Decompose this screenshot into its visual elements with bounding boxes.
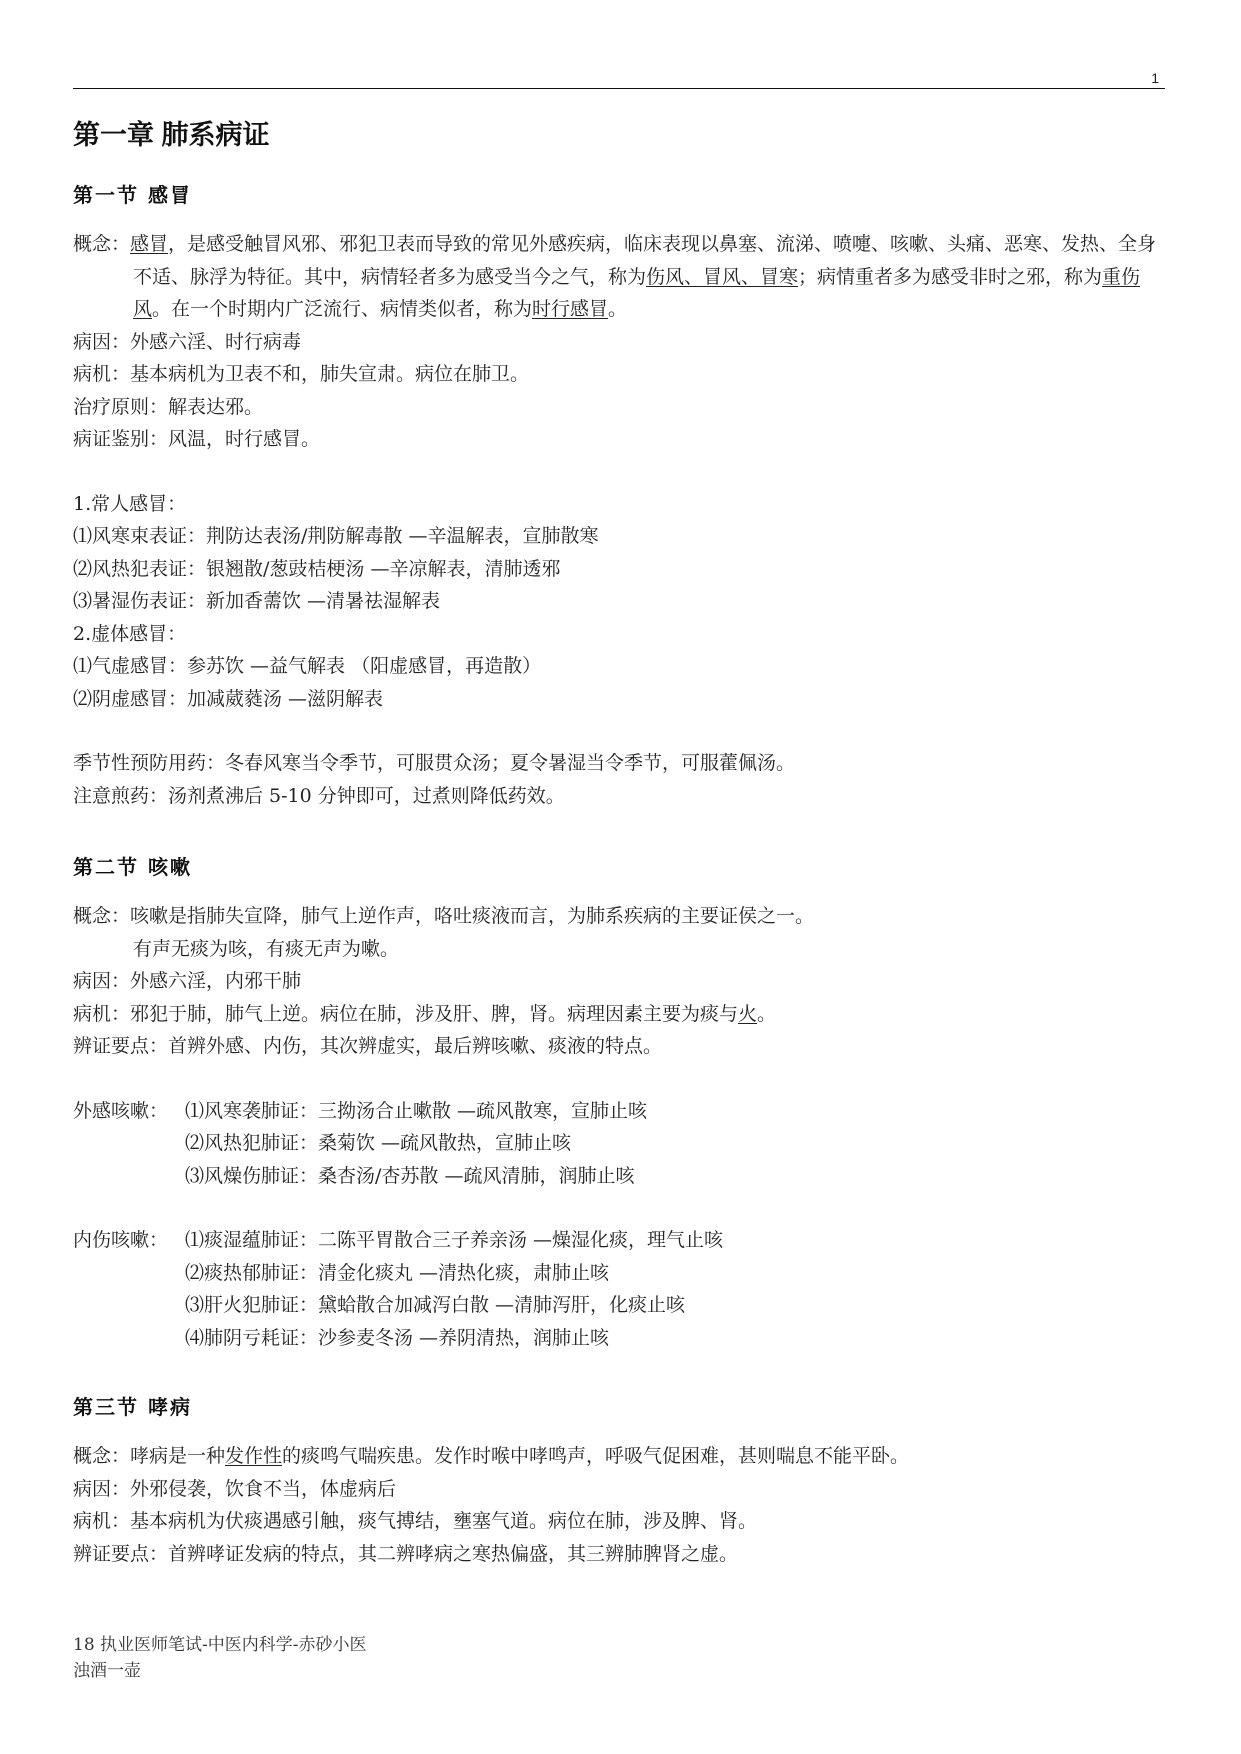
syndrome-line: ⑷肺阴亏耗证：沙参麦冬汤 —养阴清热，润肺止咳 [185,1326,610,1349]
internal-cough-row [73,1224,1165,1257]
etiology-line: 病因：外感六淫、时行病毒 [73,330,302,353]
syndrome-line: ⑶风燥伤肺证：桑杏汤/杏苏散 —疏风清肺，润肺止咳 [185,1164,635,1187]
syndrome-line: ⑴气虚感冒：参苏饮 —益气解表 （阳虚感冒，再造散） [73,655,542,677]
concept-paragraph [73,900,1165,933]
etiology-line: 病因：外邪侵袭，饮食不当，体虚病后 [73,1477,397,1500]
concept-paragraph [73,1440,1165,1473]
external-cough-row [73,1160,1165,1193]
key-points-line: 辨证要点：首辨外感、内伤，其次辨虚实，最后辨咳嗽、痰液的特点。 [73,1035,663,1057]
section-title: 第一节 感冒 [73,183,192,207]
syndrome-line: ⑵风热犯表证：银翘散/葱豉桔梗汤 —辛凉解表，清肺透邪 [73,557,561,580]
pathogenesis-line [73,998,1165,1031]
syndrome-line: ⑵风热犯肺证：桑菊饮 —疏风散热，宣肺止咳 [185,1132,572,1154]
page-number: 1 [1151,70,1159,86]
concept-paragraph [73,228,1165,326]
etiology-line: 病因：外感六淫，内邪干肺 [73,970,302,992]
internal-cough-row [73,1289,1165,1322]
pathogenesis-line: 病机：基本病机为卫表不和，肺失宣肃。病位在肺卫。 [73,363,530,385]
prevention-note: 季节性预防用药：冬春风寒当令季节，可服贯众汤；夏令暑湿当令季节，可服藿佩汤。 [73,752,796,774]
term-underlined: 发作性 [225,1445,283,1467]
syndrome-line: ⑴风寒束表证：荆防达表汤/荆防解毒散 —辛温解表，宣肺散寒 [73,525,599,547]
document-body [73,118,1165,1570]
concept-label: 概念： [73,233,131,255]
concept-text: ；病情重者多为感受非时之邪，称为 [798,265,1103,288]
concept-continuation: 有声无痰为咳，有痰无声为嗽。 [133,937,400,960]
decoction-note: 注意煎药：汤剂煮沸后 5-10 分钟即可，过煮则降低药效。 [73,784,565,807]
differential-line: 病证鉴别：风温，时行感冒。 [73,428,321,450]
section-cough [73,852,1165,1354]
section-title: 第二节 咳嗽 [73,855,192,879]
section-title: 第三节 哮病 [73,1395,192,1419]
internal-cough-row [73,1322,1165,1355]
concept-text: ，是感受触冒风邪、邪犯卫表而导致的常见外感疾病，临床表现以鼻塞、流涕、喷嚏、咳嗽、头痛、恶寒、发热、全身不适、脉浮为特征。其中，病情轻者多为感受当今之气，称为 [133,233,1157,288]
term-underlined: 时行感冒 [532,298,609,320]
pathogenesis-text: 。 [757,1002,777,1025]
syndrome-line: ⑶暑湿伤表证：新加香薷饮 —清暑祛湿解表 [73,590,441,612]
type-heading: 2.虚体感冒： [73,622,187,645]
concept-text: 。 [608,298,628,320]
external-cough-row [73,1095,1165,1128]
section-cold [73,180,1165,812]
footer [73,1632,367,1684]
section-asthma [73,1392,1165,1570]
treatment-line: 治疗原则：解表达邪。 [73,395,264,418]
footer-author: 浊酒一壶 [73,1661,141,1681]
external-cough-row [73,1127,1165,1160]
internal-cough-label: 内伤咳嗽： [73,1229,169,1251]
syndrome-line: ⑶肝火犯肺证：黛蛤散合加减泻白散 —清肺泻肝，化痰止咳 [185,1294,686,1316]
concept-text: 的痰鸣气喘疾患。发作时喉中哮鸣声，呼吸气促困难，甚则喘息不能平卧。 [282,1445,910,1467]
chapter-title: 第一章 肺系病证 [73,120,270,150]
concept-text: 。在一个时期内广泛流行、病情类似者，称为 [152,298,533,320]
concept-text: 咳嗽是指肺失宣降，肺气上逆作声，咯吐痰液而言，为肺系疾病的主要证侯之一。 [130,905,815,927]
syndrome-line: ⑴风寒袭肺证：三拗汤合止嗽散 —疏风散寒，宣肺止咳 [185,1099,648,1122]
footer-source: 18 执业医师笔试-中医内科学-赤砂小医 [73,1635,367,1655]
term-underlined: 重伤风 [133,265,1141,320]
header-rule [73,88,1165,89]
term-underlined: 感冒 [130,233,169,255]
syndrome-line: ⑵痰热郁肺证：清金化痰丸 —清热化痰，肃肺止咳 [185,1261,610,1284]
term-underlined: 火 [738,1002,758,1025]
pathogenesis-line: 病机：基本病机为伏痰遇感引触，痰气搏结，壅塞气道。病位在肺，涉及脾、肾。 [73,1510,758,1532]
syndrome-line: ⑴痰湿蕴肺证：二陈平胃散合三子养亲汤 —燥湿化痰，理气止咳 [185,1229,724,1251]
term-underlined: 伤风、冒风、冒寒 [646,265,799,288]
syndrome-line: ⑵阴虚感冒：加减葳蕤汤 —滋阴解表 [73,687,384,710]
type-heading: 1.常人感冒： [73,492,187,515]
pathogenesis-text: 病机：邪犯于肺，肺气上逆。病位在肺，涉及肝、脾，肾。病理因素主要为痰与 [73,1002,739,1025]
internal-cough-row [73,1257,1165,1290]
key-points-line: 辨证要点：首辨哮证发病的特点，其二辨哮病之寒热偏盛，其三辨肺脾肾之虚。 [73,1542,739,1565]
concept-text: 概念：哮病是一种 [73,1445,226,1467]
concept-label: 概念： [73,905,131,927]
external-cough-label: 外感咳嗽： [73,1099,169,1122]
